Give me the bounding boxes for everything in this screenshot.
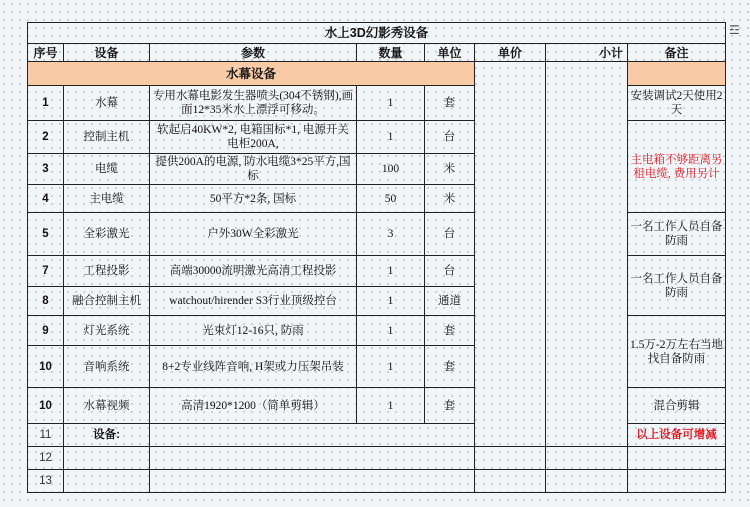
row-unit: 套 — [425, 346, 475, 388]
table-title: 水上3D幻影秀设备 — [28, 23, 726, 44]
row-remarks: 一名工作人员自备防雨 — [628, 256, 726, 316]
equipment-total-label: 设备: — [64, 424, 150, 447]
header-row — [28, 44, 726, 62]
row-remarks: 主电箱不够距离另租电缆, 费用另计 — [628, 121, 726, 213]
row-remarks: 安装调试2天使用2天 — [628, 86, 726, 121]
row-equipment: 全彩激光 — [64, 213, 150, 256]
row-no: 5 — [28, 213, 64, 256]
row-no: 12 — [28, 447, 64, 470]
row-no: 3 — [28, 154, 64, 185]
row-qty: 1 — [357, 121, 425, 154]
header-price: 单价 — [475, 44, 546, 62]
row-unit: 套 — [425, 86, 475, 121]
row-qty: 1 — [357, 86, 425, 121]
row-no: 2 — [28, 121, 64, 154]
sheet-options-icon[interactable]: ☲ — [729, 23, 740, 37]
row-unit: 米 — [425, 185, 475, 213]
row-params: 高端30000流明激光高清工程投影 — [150, 256, 357, 287]
empty-cell[interactable] — [150, 470, 475, 493]
row-no: 13 — [28, 470, 64, 493]
table-row — [28, 470, 726, 493]
empty-cell[interactable] — [546, 470, 628, 493]
empty-cell[interactable] — [64, 470, 150, 493]
section-remarks-cell — [628, 62, 726, 86]
row-equipment: 灯光系统 — [64, 316, 150, 346]
header-params: 参数 — [150, 44, 357, 62]
row-params: watchout/hirender S3行业顶级控台 — [150, 287, 357, 316]
row-qty: 1 — [357, 256, 425, 287]
row-equipment: 音响系统 — [64, 346, 150, 388]
row-equipment: 电缆 — [64, 154, 150, 185]
empty-cell[interactable] — [475, 447, 546, 470]
row-equipment: 主电缆 — [64, 185, 150, 213]
row-unit: 套 — [425, 388, 475, 424]
row-qty: 1 — [357, 388, 425, 424]
row-remarks: 一名工作人员自备防雨 — [628, 213, 726, 256]
row-no: 9 — [28, 316, 64, 346]
empty-cell[interactable] — [64, 447, 150, 470]
row-params: 专用水幕电影发生器喷头(304不锈钢),画面12*35米水上漂浮可移动。 — [150, 86, 357, 121]
row-unit: 套 — [425, 316, 475, 346]
row-no: 4 — [28, 185, 64, 213]
header-qty: 数量 — [357, 44, 425, 62]
row-unit: 台 — [425, 213, 475, 256]
row-params: 50平方*2条, 国标 — [150, 185, 357, 213]
row-no: 7 — [28, 256, 64, 287]
row-params: 高清1920*1200（简单剪辑） — [150, 388, 357, 424]
empty-cell[interactable] — [628, 470, 726, 493]
header-remarks: 备注 — [628, 44, 726, 62]
empty-cell[interactable] — [628, 447, 726, 470]
row-params: 户外30W全彩激光 — [150, 213, 357, 256]
row-qty: 1 — [357, 316, 425, 346]
row-params: 8+2专业线阵音响, H架或力压架吊装 — [150, 346, 357, 388]
row-qty: 1 — [357, 287, 425, 316]
header-unit: 单位 — [425, 44, 475, 62]
subtotal-cell-merged[interactable] — [546, 62, 628, 447]
row-remarks: 1.5万-2万左右当地找自备防雨 — [628, 316, 726, 388]
row-equipment: 工程投影 — [64, 256, 150, 287]
empty-cell[interactable] — [546, 447, 628, 470]
row-qty: 3 — [357, 213, 425, 256]
row-no: 11 — [28, 424, 64, 447]
row-remarks: 混合剪辑 — [628, 388, 726, 424]
section-title: 水幕设备 — [28, 62, 475, 86]
adjustable-note: 以上设备可增减 — [628, 424, 726, 447]
row-equipment: 控制主机 — [64, 121, 150, 154]
row-no: 10 — [28, 346, 64, 388]
header-no: 序号 — [28, 44, 64, 62]
row-unit: 台 — [425, 256, 475, 287]
table-row — [28, 447, 726, 470]
row-qty: 1 — [357, 346, 425, 388]
equipment-total-cell[interactable] — [150, 424, 475, 447]
row-unit: 通道 — [425, 287, 475, 316]
row-equipment: 水幕 — [64, 86, 150, 121]
row-qty: 100 — [357, 154, 425, 185]
row-no: 8 — [28, 287, 64, 316]
row-params: 提供200A的电源, 防水电缆3*25平方,国标 — [150, 154, 357, 185]
header-subtotal: 小计 — [546, 44, 628, 62]
equipment-table — [27, 22, 726, 493]
row-unit: 台 — [425, 121, 475, 154]
empty-cell[interactable] — [150, 447, 475, 470]
row-no: 10 — [28, 388, 64, 424]
row-equipment: 水幕视频 — [64, 388, 150, 424]
row-params: 光束灯12-16只, 防雨 — [150, 316, 357, 346]
row-no: 1 — [28, 86, 64, 121]
section-row — [28, 62, 726, 86]
empty-cell[interactable] — [475, 470, 546, 493]
row-params: 软起启40KW*2, 电箱国标*1, 电源开关电柜200A, — [150, 121, 357, 154]
row-unit: 米 — [425, 154, 475, 185]
row-equipment: 融合控制主机 — [64, 287, 150, 316]
row-qty: 50 — [357, 185, 425, 213]
header-equipment: 设备 — [64, 44, 150, 62]
equipment-table-container — [27, 22, 726, 493]
price-cell-merged[interactable] — [475, 62, 546, 447]
